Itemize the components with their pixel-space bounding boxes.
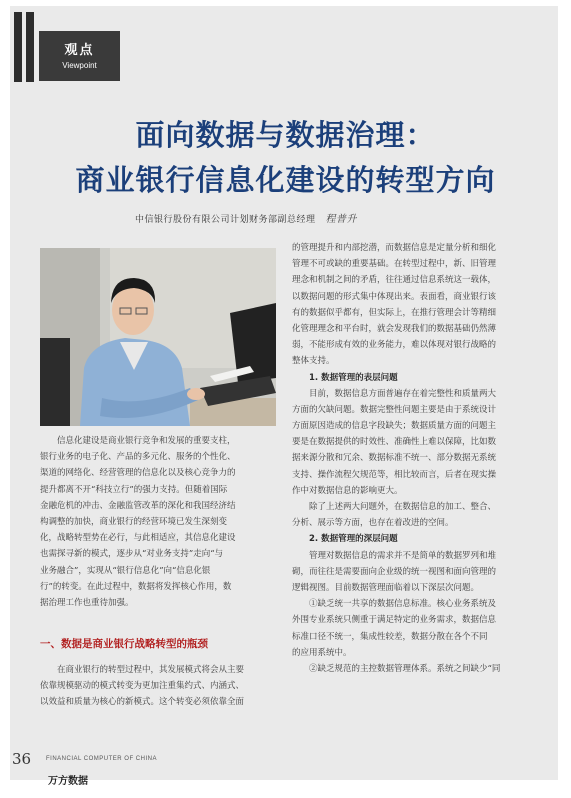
body-text-line: 依靠规模驱动的模式转变为更加注重集约式、内涵式、 bbox=[40, 681, 245, 692]
body-text-line: 在商业银行的转型过程中，其发展模式将会从主要 bbox=[57, 665, 245, 675]
body-text-line: 整体支持。 bbox=[292, 356, 335, 367]
body-text-line: 提升都离不开“科技立行”的强力支持。但随着国际 bbox=[40, 484, 228, 495]
column-tag bbox=[39, 31, 120, 81]
body-text-line: 化管理理念和平台时，就会发现我们的数据基础仍然薄 bbox=[292, 323, 497, 334]
author-signature: 程普升 bbox=[325, 214, 358, 225]
body-text-line: 标准口径不统一，集成性较差，数据分散在各个不同 bbox=[292, 631, 488, 642]
body-text-line: 逻辑视图。目前数据管理面临着以下深层次问题。 bbox=[292, 582, 480, 593]
column-tag-label: 观点 bbox=[64, 43, 95, 58]
body-text-line: 支持、操作流程欠规范等，相比较而言，后者在现实操 bbox=[292, 469, 497, 480]
body-text-line: ①缺乏统一共享的数据信息标准。核心业务系统及 bbox=[309, 599, 497, 610]
body-text-line: 的应用系统中。 bbox=[292, 647, 352, 658]
body-text-line: 有的数据似乎都有，但实际上，在推行管理会计等精细 bbox=[292, 307, 497, 318]
body-text-line: 砌，而往往是需要面向企业级的统一视图和面向管理的 bbox=[292, 566, 497, 577]
body-text-line: 业务融合”，实现从“银行信息化”向“信息化银 bbox=[40, 565, 211, 576]
body-text-line: 的管理提升和内部挖潜，而数据信息是定量分析和细化 bbox=[292, 243, 497, 253]
body-text-line: 信息化建设是商业银行竞争和发展的重要支柱， bbox=[57, 436, 236, 446]
byline bbox=[135, 210, 357, 225]
right-column bbox=[292, 240, 542, 677]
body-text-line: 金融危机的冲击、金融监管改革的深化和我国经济结 bbox=[40, 500, 236, 511]
body-text-line: 作中对数据信息的影响更大。 bbox=[292, 485, 403, 496]
watermark-brand: 万方数据 bbox=[48, 776, 88, 787]
section-heading-1: 一、数据是商业银行战略转型的瓶颈 bbox=[40, 638, 208, 650]
author-affiliation: 中信银行股份有限公司计划财务部副总经理 bbox=[135, 215, 316, 225]
body-text-line: 也需探寻新的模式，逐步从“对业务支持”走向“与 bbox=[40, 549, 224, 560]
author-photo-illustration bbox=[40, 248, 276, 426]
body-text-line: 外围专业系统只侧重于满足特定的业务需求，数据信息 bbox=[292, 615, 497, 626]
body-text-line: 据治理工作也重待加强。 bbox=[40, 597, 134, 608]
body-text-line: 除了上述两大问题外，在数据信息的加工、整合、 bbox=[309, 502, 497, 512]
body-text-line: 目前，数据信息方面普遍存在着完整性和质量两大 bbox=[309, 388, 497, 399]
body-text-line: 银行业务的电子化、产品的多元化、服务的个性化、 bbox=[40, 452, 236, 463]
column-tag-bar-2 bbox=[26, 12, 34, 82]
body-text-line: 要是在数据提供的时效性、准确性上难以保障，比如数 bbox=[292, 437, 497, 448]
body-text-line: 构调整的加快，商业银行的经营环境已发生深刻变 bbox=[40, 516, 228, 527]
left-column bbox=[40, 433, 280, 611]
body-text-line: 以效益和质量为核心的新模式。这个转变必须依靠全面 bbox=[40, 697, 245, 708]
body-text-line: 渠道的网络化、经营管理的信息化以及核心竞争力的 bbox=[40, 468, 236, 479]
body-text-line: 以数据问题的形式集中体现出来。表面看，商业银行该 bbox=[292, 291, 497, 302]
subheading-2: 2. 数据管理的深层问题 bbox=[309, 534, 398, 545]
article-title-line-2: 商业银行信息化建设的转型方向 bbox=[75, 163, 496, 197]
column-tag-label-en: Viewpoint bbox=[62, 61, 97, 70]
author-photo bbox=[40, 248, 276, 426]
left-column-lower bbox=[40, 662, 280, 711]
body-text-line: 理念和机制之间的矛盾，往往通过信息系统这一载体， bbox=[292, 275, 497, 286]
body-text-line: ②缺乏规范的主控数据管理体系。系统之间缺少“同 bbox=[309, 663, 501, 674]
column-tag-bar-1 bbox=[14, 12, 22, 82]
body-text-line: 行”的转变。在此过程中，数据将发挥核心作用，数 bbox=[40, 581, 232, 592]
body-text-line: 管理不可或缺的重要基础。在转型过程中，新、旧管理 bbox=[292, 259, 497, 270]
body-text-line: 方面的欠缺问题。数据完整性问题主要是由于系统设计 bbox=[292, 404, 497, 415]
body-text-line: 弱，不能形成有效的业务能力，难以体现对银行战略的 bbox=[292, 340, 497, 351]
body-text-line: 分析、展示等方面，也存在着改进的空间。 bbox=[292, 518, 454, 529]
body-text-line: 据来源分散和冗余、数据标准不统一、部分数据无系统 bbox=[292, 453, 497, 464]
subheading-1: 1. 数据管理的表层问题 bbox=[309, 372, 398, 383]
article-title-line-1: 面向数据与数据治理： bbox=[135, 118, 436, 152]
body-text-line: 方面原因造成的信息字段缺失；数据质量方面的问题主 bbox=[292, 421, 497, 432]
magazine-name: FINANCIAL COMPUTER OF CHINA bbox=[46, 756, 157, 762]
body-text-line: 管理对数据信息的需求并不是简单的数据罗列和堆 bbox=[309, 550, 497, 561]
page-number: 36 bbox=[12, 750, 32, 768]
body-text-line: 化，战略转型势在必行，与此相适应，其信息化建设 bbox=[40, 533, 236, 544]
